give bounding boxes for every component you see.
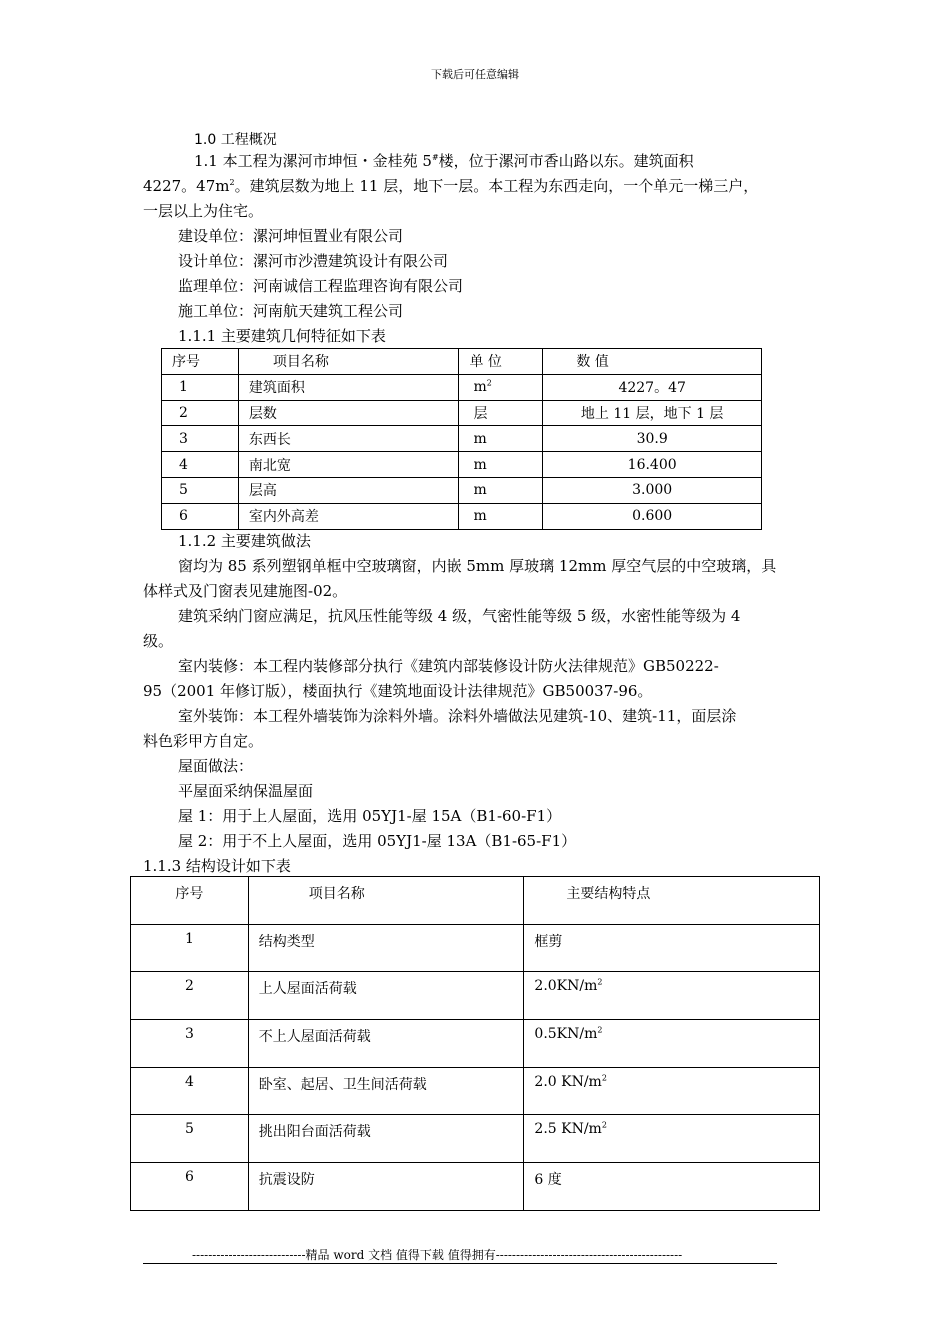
cell-no: 6 bbox=[131, 1163, 249, 1211]
body-line: 屋 1：用于上人屋面，选用 05YJ1-屋 15A（B1-60-F1） bbox=[178, 807, 562, 825]
cell-unit: 层 bbox=[459, 400, 543, 426]
table-row bbox=[131, 1163, 820, 1211]
table-header-row bbox=[131, 877, 820, 925]
cell-no: 3 bbox=[131, 1020, 249, 1068]
cell-item: 层高 bbox=[238, 477, 459, 503]
cell-unit: $m^2$ bbox=[459, 374, 543, 400]
cell-value: 30.9 bbox=[543, 426, 762, 452]
cell-item: 上人屋面活荷载 bbox=[248, 972, 524, 1020]
cell-item: 东西长 bbox=[238, 426, 459, 452]
cell-item: 卧室、起居、卫生间活荷载 bbox=[248, 1067, 524, 1115]
section-title: 1.0 工程概况 bbox=[194, 132, 277, 148]
cell-value: 4227。47 bbox=[543, 374, 762, 400]
header-cell: 单 位 bbox=[459, 349, 543, 375]
header-cell: 序号 bbox=[131, 877, 249, 925]
cell-no: 5 bbox=[131, 1115, 249, 1163]
geometry-table bbox=[161, 348, 762, 530]
table-row bbox=[131, 1115, 820, 1163]
header-cell: 序号 bbox=[162, 349, 239, 375]
header-cell: 主要结构特点 bbox=[524, 877, 820, 925]
body-line: 体样式及门窗表见建施图-02。 bbox=[143, 582, 348, 600]
table-row bbox=[131, 1020, 820, 1068]
body-line: 室外装饰：本工程外墙装饰为涂料外墙。涂料外墙做法见建筑-10、建筑-11，面层涂 bbox=[178, 707, 737, 725]
cell-value: 地上 11 层，地下 1 层 bbox=[543, 400, 762, 426]
cell-no: 4 bbox=[131, 1067, 249, 1115]
table-header-row bbox=[162, 349, 762, 375]
design-unit: 设计单位：漯河市沙澧建筑设计有限公司 bbox=[178, 252, 449, 270]
cell-feature: 6 度 bbox=[524, 1163, 820, 1211]
body-line: 屋 2：用于不上人屋面，选用 05YJ1-屋 13A（B1-65-F1） bbox=[178, 832, 577, 850]
header-cell: 数 值 bbox=[543, 349, 762, 375]
cell-no: 5 bbox=[162, 477, 239, 503]
table-row bbox=[162, 400, 762, 426]
cell-no: 2 bbox=[162, 400, 239, 426]
table-row bbox=[162, 452, 762, 478]
cell-item: 挑出阳台面活荷载 bbox=[248, 1115, 524, 1163]
client-unit: 建设单位：漯河坤恒置业有限公司 bbox=[178, 227, 404, 245]
intro-line-1: 1.1 本工程为漯河市坤恒・金桂苑 5#楼，位于漯河市香山路以东。建筑面积 bbox=[194, 152, 694, 170]
cell-feature: 框剪 bbox=[524, 924, 820, 972]
cell-item: 抗震设防 bbox=[248, 1163, 524, 1211]
table-row bbox=[131, 924, 820, 972]
body-line: 平屋面采纳保温屋面 bbox=[178, 782, 314, 800]
cell-item: 室内外高差 bbox=[238, 503, 459, 529]
page-footer: ----------------------------精品 word 文档 值得下载 值得拥有---------------------------------------------- bbox=[192, 1248, 683, 1262]
table-row bbox=[162, 477, 762, 503]
footer-rule bbox=[143, 1263, 777, 1264]
cell-value: 16.400 bbox=[543, 452, 762, 478]
table-row bbox=[131, 1067, 820, 1115]
body-line: 窗均为 85 系列塑钢单框中空玻璃窗，内嵌 5mm 厚玻璃 12mm 厚空气层的中空玻璃，具 bbox=[178, 557, 777, 575]
cell-value: 0.600 bbox=[543, 503, 762, 529]
cell-feature: $2.0KN/m^2$ bbox=[524, 972, 820, 1020]
body-line: 室内装修：本工程内装修部分执行《建筑内部装修设计防火法律规范》GB50222- bbox=[178, 657, 719, 675]
body-line: 建筑采纳门窗应满足，抗风压性能等级 4 级，气密性能等级 5 级，水密性能等级为 4 bbox=[178, 607, 741, 625]
cell-no: 6 bbox=[162, 503, 239, 529]
cell-unit: m bbox=[459, 503, 543, 529]
cell-no: 3 bbox=[162, 426, 239, 452]
cell-no: 4 bbox=[162, 452, 239, 478]
header-cell: 项目名称 bbox=[248, 877, 524, 925]
cell-item: 不上人屋面活荷载 bbox=[248, 1020, 524, 1068]
table-row bbox=[162, 374, 762, 400]
header-cell: 项目名称 bbox=[238, 349, 459, 375]
cell-unit: m bbox=[459, 452, 543, 478]
cell-item: 南北宽 bbox=[238, 452, 459, 478]
cell-no: 1 bbox=[162, 374, 239, 400]
cell-unit: m bbox=[459, 426, 543, 452]
cell-no: 2 bbox=[131, 972, 249, 1020]
cell-item: 层数 bbox=[238, 400, 459, 426]
supervision-unit: 监理单位：河南诚信工程监理咨询有限公司 bbox=[178, 277, 464, 295]
table-row bbox=[162, 426, 762, 452]
cell-item: 建筑面积 bbox=[238, 374, 459, 400]
body-line: 料色彩甲方自定。 bbox=[143, 732, 264, 750]
table2-caption: 1.1.3 结构设计如下表 bbox=[143, 857, 291, 875]
cell-item: 结构类型 bbox=[248, 924, 524, 972]
table1-caption: 1.1.1 主要建筑几何特征如下表 bbox=[178, 327, 386, 345]
section-112-title: 1.1.2 主要建筑做法 bbox=[178, 532, 311, 550]
table-row bbox=[162, 503, 762, 529]
intro-line-3: 一层以上为住宅。 bbox=[143, 202, 264, 220]
construction-unit: 施工单位：河南航天建筑工程公司 bbox=[178, 302, 404, 320]
cell-unit: m bbox=[459, 477, 543, 503]
cell-feature: 2.5 $KN/m^2$ bbox=[524, 1115, 820, 1163]
cell-value: 3.000 bbox=[543, 477, 762, 503]
body-line: 屋面做法： bbox=[178, 757, 254, 775]
cell-feature: $0.5KN/m^2$ bbox=[524, 1020, 820, 1068]
table-row bbox=[131, 972, 820, 1020]
intro-line-2: 4227。$47m^2$。建筑层数为地上 11 层，地下一层。本工程为东西走向，一个单元一梯三户， bbox=[143, 177, 759, 195]
structure-table bbox=[130, 876, 820, 1211]
page-header: 下载后可任意编辑 bbox=[431, 68, 519, 81]
body-line: 级。 bbox=[143, 632, 174, 650]
cell-no: 1 bbox=[131, 924, 249, 972]
cell-feature: 2.0 $KN/m^2$ bbox=[524, 1067, 820, 1115]
body-line: 95（2001 年修订版），楼面执行《建筑地面设计法律规范》GB50037-96。 bbox=[143, 682, 653, 700]
